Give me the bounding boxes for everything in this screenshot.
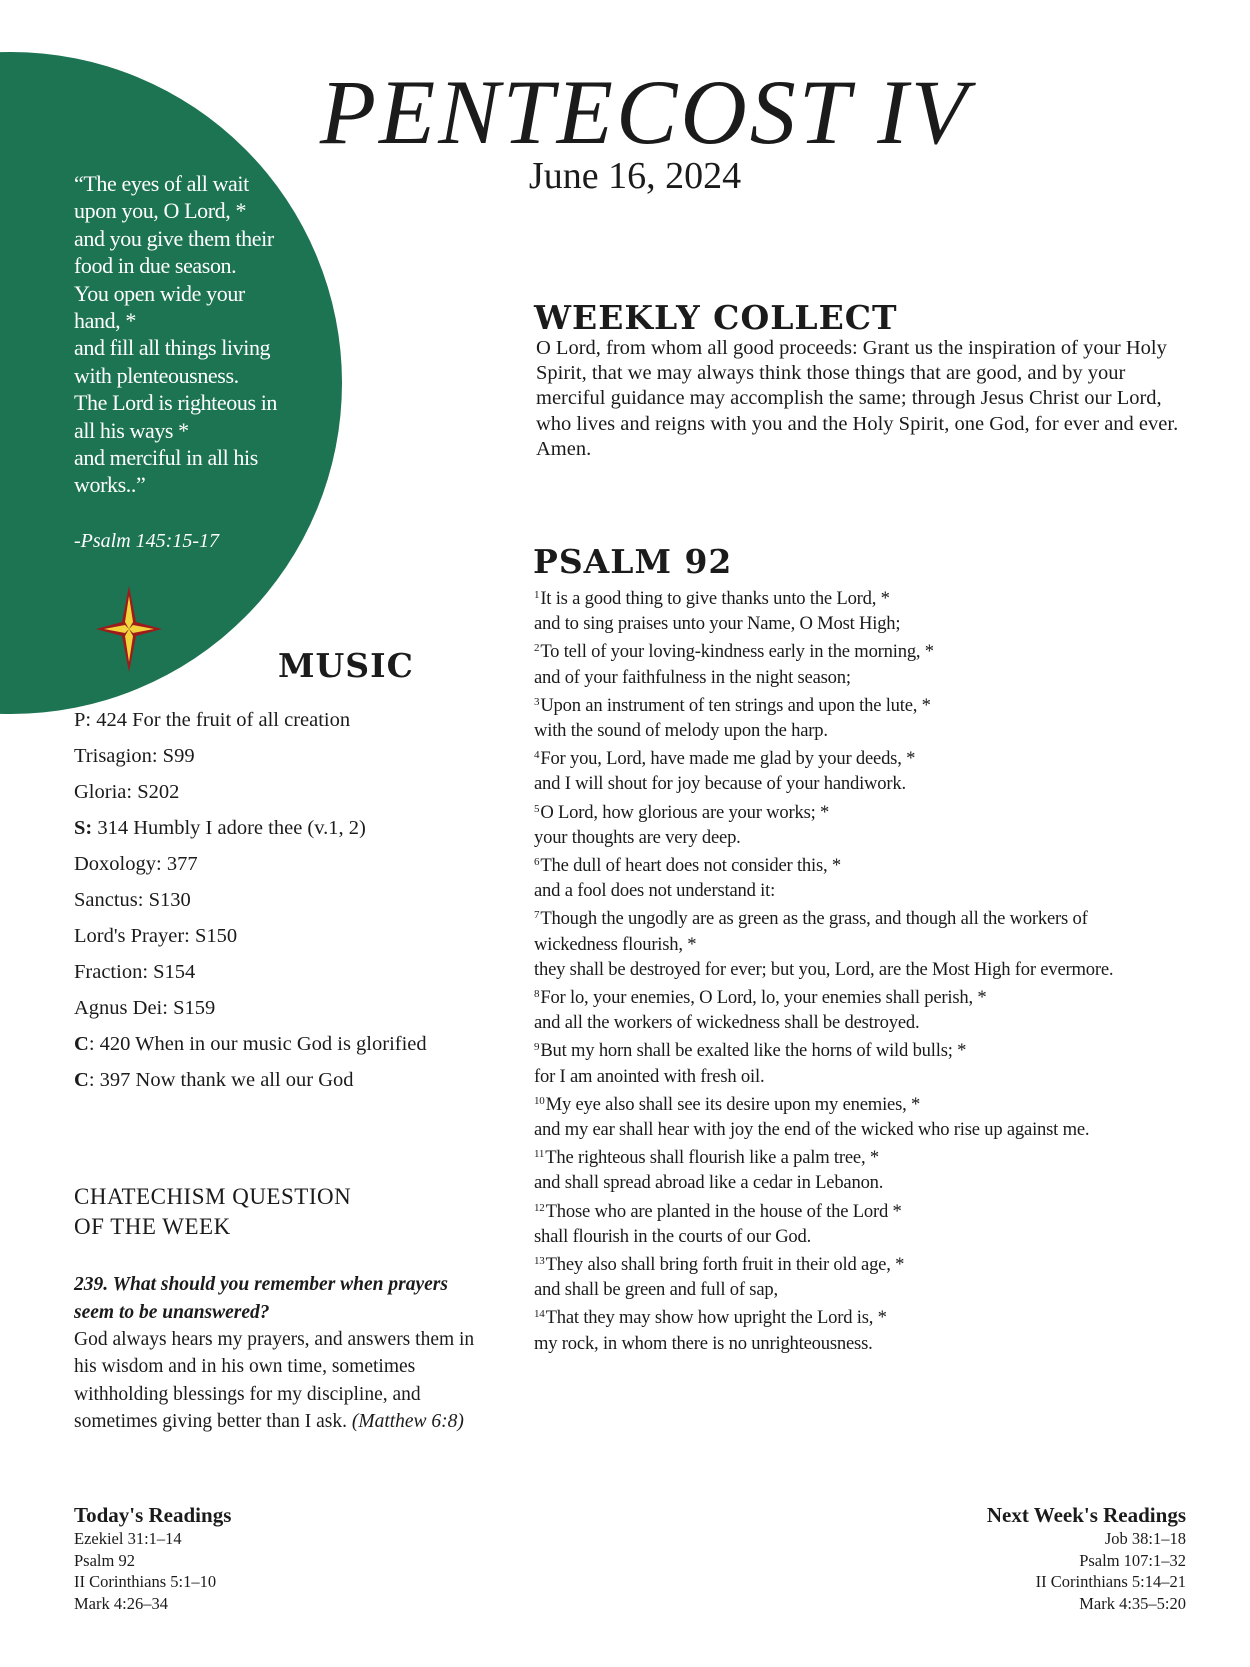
psalm-line (534, 665, 1214, 690)
psalm-line (534, 690, 1214, 718)
reading-item: II Corinthians 5:1–10 (74, 1572, 217, 1591)
psalm-line-text: and I will shout for joy because of your handiwork. (534, 773, 906, 795)
music-item-text: : 397 Now thank we all our God (88, 1069, 354, 1091)
music-item (74, 918, 494, 954)
music-item (74, 990, 494, 1026)
psalm-line-text: your thoughts are very deep. (534, 826, 741, 848)
psalm-line (534, 1277, 1214, 1302)
psalm-line (534, 1331, 1214, 1356)
psalm-line-text: But my horn shall be exalted like the horns of wild bulls; * (540, 1040, 967, 1062)
reading-item: Mark 4:35–5:20 (1079, 1593, 1186, 1613)
music-item-text: Doxology: 377 (74, 853, 198, 875)
verse-number: 11 (534, 1148, 545, 1161)
collect-heading: WEEKLY COLLECT (534, 298, 898, 337)
music-item-prefix: C (74, 1033, 89, 1055)
quote-line: and merciful in all his (74, 445, 258, 471)
music-heading: MUSIC (278, 646, 414, 685)
reading-item: Psalm 107:1–32 (1079, 1550, 1186, 1570)
psalm-line-text: and all the workers of wickedness shall be destroyed. (534, 1012, 920, 1034)
quote-line: The Lord is righteous in (74, 390, 278, 416)
psalm-line-text: and shall spread abroad like a cedar in Lebanon. (534, 1172, 884, 1194)
music-item-text: Gloria: S202 (74, 781, 180, 803)
psalm-line-text: It is a good thing to give thanks unto the Lord, * (540, 588, 890, 609)
psalm-line-text: For lo, your enemies, O Lord, lo, your enemies shall perish, * (540, 987, 987, 1009)
music-item (74, 846, 494, 882)
page-title: PENTECOST IV (319, 61, 971, 163)
music-item-text: Trisagion: S99 (74, 745, 195, 767)
psalm-line-text: they shall be destroyed for ever; but you, Lord, are the Most High for evermore. (534, 958, 1114, 980)
psalm-text (534, 583, 1214, 1356)
quote-line: upon you, O Lord, * (74, 198, 247, 224)
psalm-line (534, 957, 1214, 982)
psalm-line-text: My eye also shall see its desire upon my enemies, * (545, 1093, 921, 1115)
music-item-text: Sanctus: S130 (74, 889, 191, 911)
psalm-line (534, 878, 1214, 903)
next-weeks-readings (987, 1502, 1186, 1614)
psalm-line (534, 1302, 1214, 1330)
quote-line: works..” (74, 472, 146, 498)
verse-number: 14 (534, 1308, 545, 1321)
verse-number: 6 (534, 856, 540, 869)
music-item-prefix: P: (74, 709, 92, 731)
catechism-question: 239. What should you remember when prayers seem to be unanswered? (74, 1274, 448, 1323)
psalm-line (534, 636, 1214, 664)
psalm-line (534, 1089, 1214, 1117)
psalm-line (534, 903, 1214, 931)
psalm-line (534, 825, 1214, 850)
quote-line: with plenteousness. (74, 362, 239, 388)
psalm-quote (74, 170, 304, 499)
quote-line: hand, * (74, 308, 136, 334)
compass-cross-icon (96, 586, 162, 672)
music-item (74, 810, 494, 846)
verse-number: 7 (534, 909, 540, 922)
psalm-line-text: and a fool does not understand it: (534, 880, 776, 902)
quote-line: all his ways * (74, 417, 189, 443)
psalm-line-text: They also shall bring forth fruit in their old age, * (545, 1254, 905, 1276)
quote-line: You open wide your (74, 280, 245, 306)
reading-item: Mark 4:26–34 (74, 1593, 168, 1613)
music-item-text: 314 Humbly I adore thee (v.1, 2) (92, 817, 366, 839)
collect-text: O Lord, from whom all good proceeds: Grant us the inspiration of your Holy Spirit, that we may always think those things that are good, and by your merciful guidance may accomplish the same; through Jesus Christ our Lord, who lives and reigns with you and the Holy Spirit, one God, for ever and ever. Amen. (536, 337, 1179, 460)
psalm-line (534, 1064, 1214, 1089)
reading-item: Job 38:1–18 (1104, 1529, 1186, 1548)
catechism-heading-line: OF THE WEEK (74, 1214, 231, 1239)
psalm-heading: PSALM 92 (533, 542, 733, 581)
verse-number: 4 (534, 749, 540, 762)
verse-number: 5 (534, 802, 540, 815)
music-item-text: Agnus Dei: S159 (74, 997, 216, 1019)
psalm-line (534, 1196, 1214, 1224)
psalm-line-text: That they may show how upright the Lord is, * (545, 1307, 887, 1329)
verse-number: 10 (534, 1094, 545, 1107)
quote-line: and fill all things living (74, 335, 271, 361)
psalm-line-text: For you, Lord, have made me glad by your deeds, * (540, 748, 916, 770)
psalm-line (534, 850, 1214, 878)
catechism-answer-text: God always hears my prayers, and answers them in his wisdom and in his own time, sometimes withholding blessings for my discipline, and sometimes giving better than I ask. (74, 1329, 475, 1433)
quote-line: and you give them their (74, 225, 274, 251)
verse-number: 1 (534, 589, 540, 601)
verse-number: 8 (534, 988, 540, 1001)
psalm-line (534, 743, 1214, 771)
psalm-line (534, 718, 1214, 743)
todays-readings (74, 1502, 231, 1614)
psalm-line-text: Though the ungodly are as green as the grass, and though all the workers of (540, 908, 1088, 930)
music-item (74, 1026, 494, 1062)
music-item (74, 702, 494, 738)
music-item (74, 882, 494, 918)
psalm-line-text: To tell of your loving-kindness early in the morning, * (540, 641, 934, 663)
music-item-prefix: S: (74, 817, 93, 839)
music-item (74, 1062, 494, 1098)
psalm-line-text: with the sound of melody upon the harp. (534, 720, 828, 742)
psalm-line-text: and shall be green and full of sap, (534, 1279, 778, 1301)
psalm-line-text: shall flourish in the courts of our God. (534, 1225, 812, 1247)
psalm-line-text: and of your faithfulness in the night season; (534, 666, 851, 688)
psalm-line (534, 932, 1214, 957)
quote-citation: -Psalm 145:15-17 (74, 530, 219, 552)
psalm-line-text: Upon an instrument of ten strings and upon the lute, * (540, 694, 931, 716)
music-item-text: 424 For the fruit of all creation (91, 709, 351, 731)
psalm-line (534, 1117, 1214, 1142)
psalm-line (534, 1035, 1214, 1063)
reading-item: II Corinthians 5:14–21 (1035, 1572, 1186, 1591)
music-item-text: : 420 When in our music God is glorified (88, 1033, 427, 1055)
music-list (74, 702, 494, 1098)
catechism-heading-line: CHATECHISM QUESTION (74, 1184, 352, 1209)
quote-line: “The eyes of all wait (74, 171, 249, 196)
verse-number: 13 (534, 1255, 545, 1268)
catechism-reference: (Matthew 6:8) (351, 1411, 464, 1433)
psalm-line-text: The righteous shall flourish like a palm tree, * (545, 1147, 879, 1169)
psalm-line (534, 1142, 1214, 1170)
psalm-line (534, 1224, 1214, 1249)
psalm-line (534, 982, 1214, 1010)
psalm-line-text: wickedness flourish, * (534, 933, 697, 955)
psalm-line (534, 797, 1214, 825)
verse-number: 2 (534, 642, 540, 655)
psalm-line-text: and my ear shall hear with joy the end of the wicked who rise up against me. (534, 1119, 1090, 1141)
music-item (74, 774, 494, 810)
catechism-answer (74, 1326, 486, 1436)
psalm-line (534, 611, 1214, 636)
psalm-line (534, 1010, 1214, 1035)
verse-number: 12 (534, 1201, 545, 1214)
psalm-line-text: my rock, in whom there is no unrighteousness. (534, 1332, 873, 1354)
psalm-line (534, 771, 1214, 796)
reading-item: Psalm 92 (74, 1550, 135, 1570)
todays-readings-title: Today's Readings (74, 1503, 232, 1527)
psalm-line (534, 1170, 1214, 1195)
music-item-prefix: C (74, 1069, 89, 1091)
next-weeks-readings-title: Next Week's Readings (986, 1503, 1186, 1527)
psalm-line-text: Those who are planted in the house of the Lord * (545, 1200, 902, 1222)
music-item-text: Fraction: S154 (74, 961, 196, 983)
verse-number: 3 (534, 695, 540, 708)
service-date: June 16, 2024 (528, 155, 742, 197)
psalm-line-text: The dull of heart does not consider this, * (540, 855, 842, 877)
psalm-line-text: and to sing praises unto your Name, O Most High; (534, 613, 901, 635)
catechism-heading (74, 1182, 474, 1242)
psalm-line-text: for I am anointed with fresh oil. (534, 1065, 765, 1087)
psalm-line (534, 1249, 1214, 1277)
verse-number: 9 (534, 1041, 540, 1054)
psalm-line (534, 583, 1214, 611)
music-item (74, 954, 494, 990)
psalm-line-text: O Lord, how glorious are your works; * (540, 801, 830, 823)
reading-item: Ezekiel 31:1–14 (74, 1529, 182, 1548)
music-item (74, 738, 494, 774)
quote-line: food in due season. (74, 253, 237, 279)
music-item-text: Lord's Prayer: S150 (74, 925, 238, 947)
